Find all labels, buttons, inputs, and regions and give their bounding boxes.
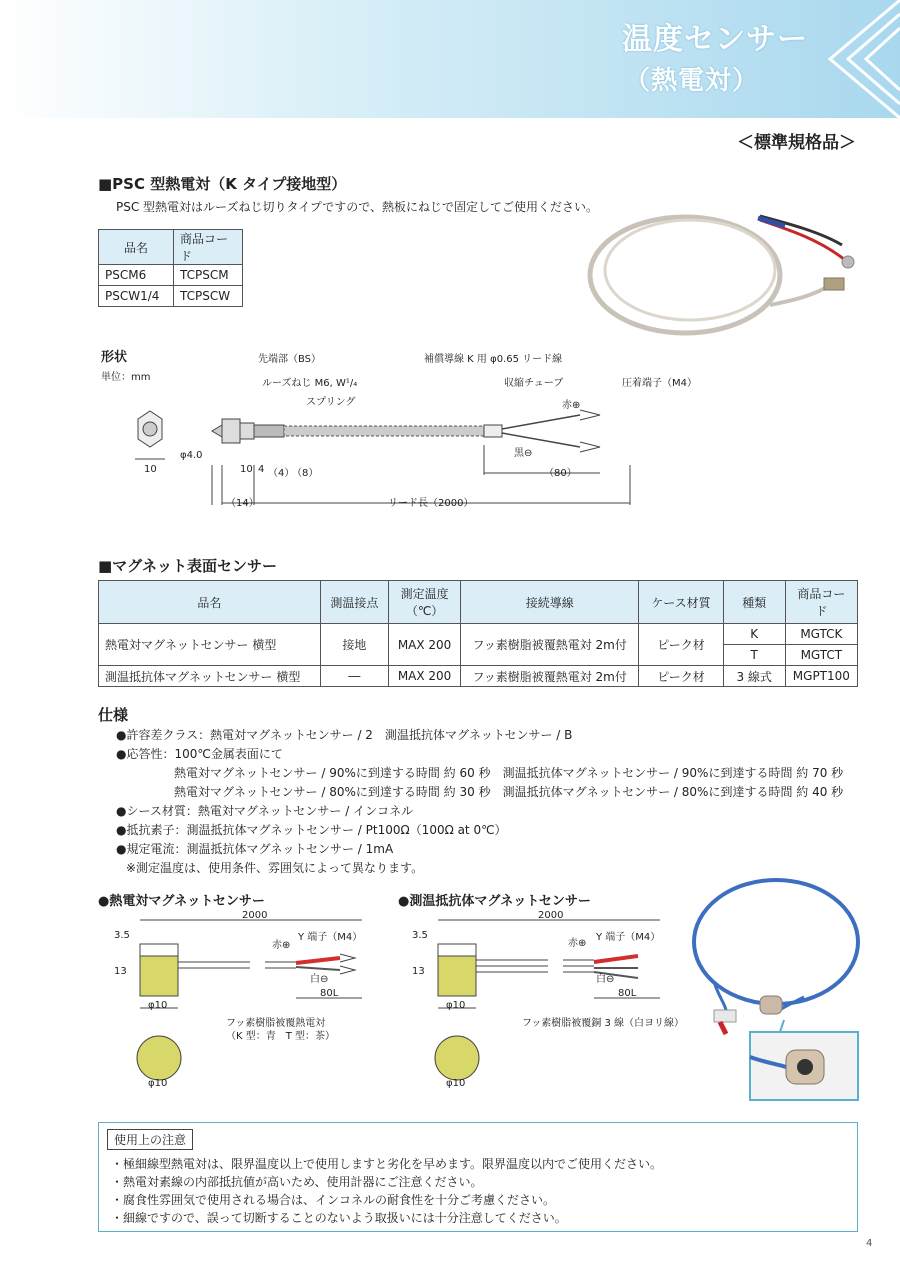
table-cell: MAX 200: [388, 666, 460, 687]
spec-line: ●抵抗素子：測温抵抗体マグネットセンサー / Pt100Ω（100Ω at 0℃）: [116, 823, 507, 837]
table-cell: フッ素樹脂被覆熱電対 2m付: [461, 624, 639, 666]
label-y-terminal: Y 端子（M4）: [298, 932, 363, 943]
dim-14: （14）: [226, 498, 259, 509]
dim-80l: 80L: [320, 988, 339, 999]
notes-heading: 使用上の注意: [107, 1129, 193, 1150]
cable-label-types: （K 型：青 T 型：茶）: [226, 1031, 336, 1042]
magnet-sensor-photo: [684, 872, 870, 1102]
dim-4: 4: [258, 464, 265, 475]
spec-line: 熱電対マグネットセンサー / 90%に到達する時間 約 60 秒 測温抵抗体マグネットセンサー / 90%に到達する時間 約 70 秒: [174, 766, 844, 780]
dim-80: （80）: [544, 468, 577, 479]
cable-label: フッ素樹脂被覆熱電対: [226, 1018, 326, 1029]
col-header: 接続導線: [461, 581, 639, 624]
dim-3-5: 3.5: [412, 930, 428, 941]
dim-8: （8）: [292, 468, 319, 479]
usage-notes: [98, 1122, 858, 1232]
dim-2000: 2000: [538, 910, 564, 921]
dim-4p: （4）: [268, 468, 295, 479]
spec-line: 熱電対マグネットセンサー / 80%に到達する時間 約 30 秒 測温抵抗体マグネットセンサー / 80%に到達する時間 約 40 秒: [174, 785, 844, 799]
label-red: 赤⊕: [272, 940, 291, 951]
col-header: 種類: [723, 581, 785, 624]
shape-heading: 形状: [101, 350, 128, 365]
psc-thermocouple-photo: [580, 190, 870, 350]
dim-phi10b: φ10: [446, 1078, 466, 1089]
page-number: 4: [866, 1238, 873, 1249]
table-cell: MAX 200: [388, 624, 460, 666]
label-red: 赤⊕: [568, 938, 587, 949]
table-cell: MGTCK: [785, 624, 857, 645]
dim-lead: リード長（2000）: [388, 498, 474, 509]
standard-label: ＜標準規格品＞: [737, 133, 856, 153]
label-red: 赤⊕: [562, 400, 581, 411]
col-header: 商品コード: [785, 581, 857, 624]
label-comp-wire: 補償導線 K 用 φ0.65 リード線: [424, 354, 563, 365]
table-cell: K: [723, 624, 785, 645]
table-cell: ピーク材: [639, 666, 723, 687]
table-cell: 熱電対マグネットセンサー 横型: [99, 624, 321, 666]
spec-heading: 仕様: [98, 706, 129, 724]
psc-table: [98, 229, 243, 307]
table-cell: フッ素樹脂被覆熱電対 2m付: [461, 666, 639, 687]
label-y-terminal: Y 端子（M4）: [596, 932, 661, 943]
col-header: 商品コード: [174, 230, 243, 265]
spec-line: ※測定温度は、使用条件、雰囲気によって異なります。: [126, 861, 424, 875]
col-header: 品名: [99, 581, 321, 624]
dim-80l: 80L: [618, 988, 637, 999]
dim-phi10: φ10: [148, 1000, 168, 1011]
label-spring: スプリング: [306, 397, 356, 408]
col-header: 測定温度（℃）: [388, 581, 460, 624]
spec-line: ●シース材質：熱電対マグネットセンサー / インコネル: [116, 804, 414, 818]
spec-line: ●規定電流：測温抵抗体マグネットセンサー / 1mA: [116, 842, 394, 856]
col-header: ケース材質: [639, 581, 723, 624]
label-crimp: 圧着端子（M4）: [622, 378, 697, 389]
note-item: ・細線ですので、誤って切断することのないよう取扱いには十分注意してください。: [111, 1211, 567, 1225]
diagram1-heading: ●熱電対マグネットセンサー: [98, 894, 265, 909]
dim-2000: 2000: [242, 910, 268, 921]
table-cell: 接地: [320, 624, 388, 666]
psc-description: PSC 型熱電対はルーズねじ切りタイプですので、熱板にねじで固定してご使用ください。: [116, 200, 598, 214]
table-cell: 測温抵抗体マグネットセンサー 横型: [99, 666, 321, 687]
note-item: ・熱電対素線の内部抵抗値が高いため、使用計器にご注意ください。: [111, 1175, 483, 1189]
dim-13: 13: [412, 966, 425, 977]
cable-label: フッ素樹脂被覆銅 3 線（白ヨリ線）: [522, 1018, 685, 1029]
label-white: 白⊖: [310, 974, 329, 985]
table-cell: TCPSCW: [174, 286, 243, 307]
psc-heading: ■PSC 型熱電対（K タイプ接地型）: [98, 175, 347, 193]
dim-phi10b: φ10: [148, 1078, 168, 1089]
table-cell: MGTCT: [785, 645, 857, 666]
page-subtitle: （熱電対）: [624, 66, 760, 96]
spec-line: ●許容差クラス：熱電対マグネットセンサー / 2 測温抵抗体マグネットセンサー / B: [116, 728, 573, 742]
col-header: 品名: [99, 230, 174, 265]
table-cell: PSCW1/4: [99, 286, 174, 307]
label-black: 黒⊖: [514, 448, 533, 459]
table-cell: MGPT100: [785, 666, 857, 687]
table-cell: 3 線式: [723, 666, 785, 687]
dim-10: 10: [144, 464, 157, 475]
note-item: ・極細線型熱電対は、限界温度以上で使用しますと劣化を早めます。限界温度以内でご使用ください。: [111, 1157, 663, 1171]
unit-label: 単位：mm: [101, 372, 151, 383]
page-title: 温度センサー: [622, 22, 808, 57]
spec-line: ●応答性：100℃金属表面にて: [116, 747, 283, 761]
table-cell: TCPSCM: [174, 265, 243, 286]
label-loose-screw: ルーズねじ M6, W¹/₄: [262, 378, 358, 389]
label-tube: 収縮チューブ: [504, 378, 564, 389]
label-phi: φ4.0: [180, 450, 203, 461]
magnet-table: [98, 580, 858, 687]
dim-13: 13: [114, 966, 127, 977]
dim-phi10: φ10: [446, 1000, 466, 1011]
dim-10b: 10: [240, 464, 253, 475]
magnet-heading: ■マグネット表面センサー: [98, 557, 278, 575]
label-white: 白⊖: [596, 974, 615, 985]
dim-3-5: 3.5: [114, 930, 130, 941]
col-header: 測温接点: [320, 581, 388, 624]
diagram2-heading: ●測温抵抗体マグネットセンサー: [398, 894, 591, 909]
table-cell: T: [723, 645, 785, 666]
table-cell: ―: [320, 666, 388, 687]
label-tip: 先端部（BS）: [258, 354, 322, 365]
table-cell: ピーク材: [639, 624, 723, 666]
table-cell: PSCM6: [99, 265, 174, 286]
note-item: ・腐食性雰囲気で使用される場合は、インコネルの耐食性を十分ご考慮ください。: [111, 1193, 556, 1207]
